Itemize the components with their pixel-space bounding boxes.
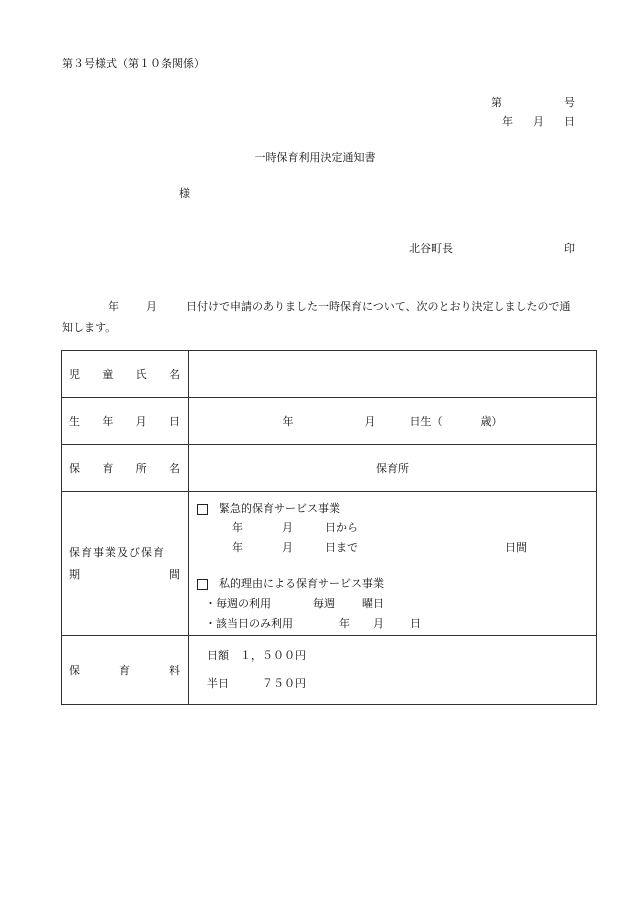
dob-label-char: 月 [135,414,147,428]
sameday-month: 月 [373,617,384,630]
addressee-suffix: 様 [179,187,190,200]
facility-label-char: 名 [168,461,180,475]
weekly-label: ・毎週の利用 [205,597,271,610]
decision-table [61,350,597,705]
facility-label-char: 保 [69,461,80,475]
document-title: 一時保育利用決定通知書 [254,151,376,164]
row-fee [62,636,597,705]
dob-day-age: 日生（ [409,414,443,428]
service-label-char: 間 [169,567,180,581]
issue-date [502,116,575,127]
dob-age-close: 歳） [480,414,503,428]
notice-body [62,296,578,338]
child-name-value[interactable] [189,351,597,398]
service-label-char: 期 [69,567,80,581]
document-number [491,97,575,108]
service-label-line1: 保育事業及び保育 [69,545,165,559]
dob-label-char: 年 [102,414,114,428]
emergency-days: 日間 [505,541,527,554]
sameday-label: ・該当日のみ利用 [205,617,293,630]
row-date-of-birth [62,398,597,445]
facility-label-char: 育 [102,461,114,475]
body-text: 日付けで申請のありました一時保育について、次のとおり決定しましたので通知します。 [62,300,571,334]
emergency-to-year: 年 [232,541,243,554]
seal-mark: 印 [564,242,575,255]
fee-full-day: 日額 １，５００円 [207,649,306,662]
fee-label-char: 保 [69,663,80,677]
row-child-name [62,351,597,398]
emergency-to-month: 月 [282,541,293,554]
emergency-checkbox[interactable] [197,504,208,516]
fee-half-day: 半日 ７５０円 [207,677,306,690]
issue-date-year: 年 [502,115,513,128]
weekly-every: 毎週 [313,597,335,610]
issue-date-day: 日 [564,115,575,128]
weekly-dow: 曜日 [362,597,384,610]
row-service-period [62,492,597,636]
child-name-label-char: 名 [168,367,180,381]
row-facility [62,445,597,492]
child-name-label-char: 児 [69,367,80,381]
sameday-day: 日 [410,617,421,630]
fee-value [189,636,597,705]
facility-label [62,445,189,492]
child-name-label-char: 童 [102,367,114,381]
child-name-label-char: 氏 [135,367,147,381]
facility-value-text: 保育所 [376,461,409,475]
emergency-from-day: 日から [325,521,358,534]
dob-label-char: 生 [69,414,80,428]
fee-label [62,636,189,705]
dob-month: 月 [364,414,376,428]
dob-value[interactable] [189,398,597,445]
checkbox-icon [197,504,208,515]
body-year: 年 [108,300,119,313]
fee-label-char: 育 [119,663,130,677]
number-suffix: 号 [564,96,575,109]
emergency-from-month: 月 [282,521,293,534]
emergency-from-year: 年 [232,521,243,534]
fee-label-char: 料 [169,663,180,677]
sameday-year: 年 [339,617,350,630]
service-label-line2 [69,564,180,586]
emergency-label: 緊急的保育サービス事業 [219,502,340,515]
issue-date-month: 月 [533,115,544,128]
emergency-to-day: 日まで [325,541,358,554]
dob-label-char: 日 [168,414,180,428]
service-period-value [189,492,597,636]
dob-label [62,398,189,445]
number-prefix: 第 [491,96,502,109]
private-label: 私的理由による保育サービス事業 [219,577,384,590]
facility-value[interactable] [189,445,597,492]
checkbox-icon [197,579,208,590]
form-number: 第３号様式（第１０条関係） [62,57,205,70]
child-name-label [62,351,189,398]
private-checkbox[interactable] [197,579,208,591]
facility-label-char: 所 [135,461,147,475]
service-period-label [62,492,189,636]
body-month: 月 [146,300,157,313]
dob-year: 年 [282,414,294,428]
sender-name: 北谷町長 [409,242,453,255]
